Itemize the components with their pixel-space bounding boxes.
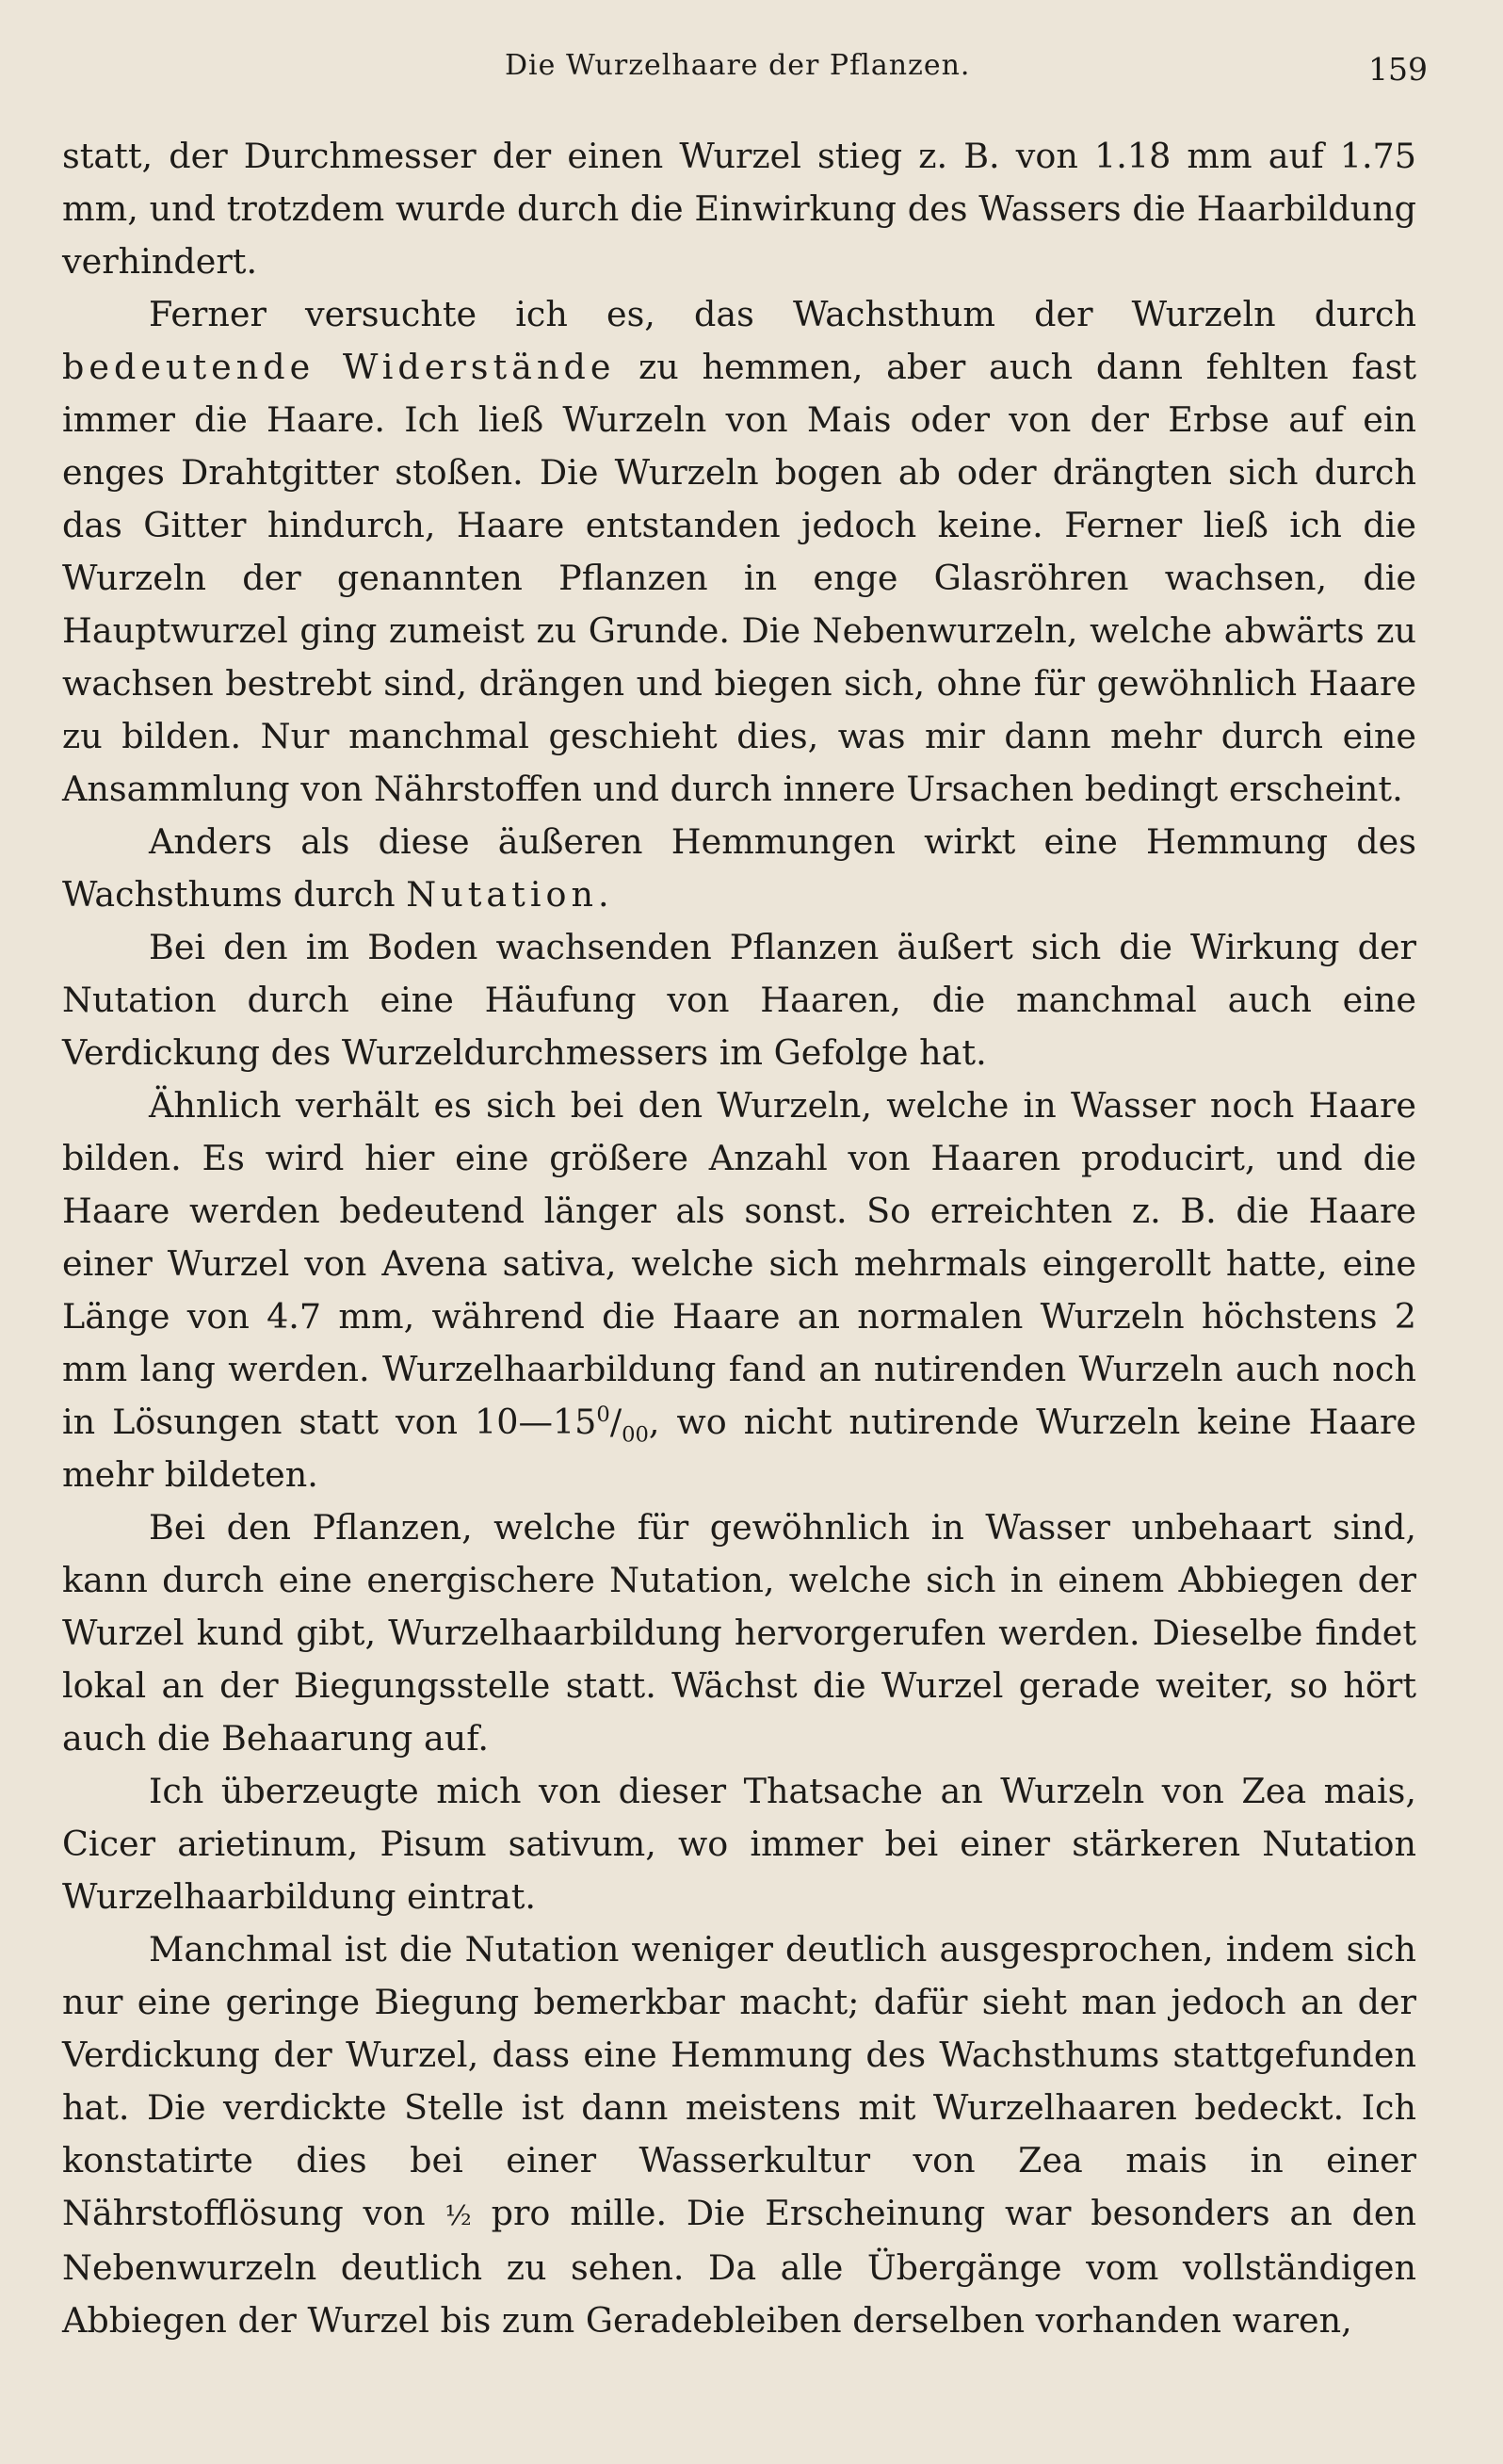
paragraph-5 bbox=[62, 1079, 1416, 1501]
paragraph-3-text-a: Anders als diese äußeren Hemmungen wirkt eine Hemmung des Wachsthums durch bbox=[62, 821, 1416, 915]
emphasis-spaced: bedeutende Widerstände bbox=[62, 347, 616, 387]
paragraph-8-text-a: Manchmal ist die Nutation weniger deutlich ausgesprochen, indem sich nur eine geringe Biegung bemerkbar macht; dafür sieht man jedoch an der Verdickung der Wurzel, dass eine Hemmung des Wachsthums stattgefunden hat. Die verdickte Stelle ist dann meistens mit Wurzelhaaren bedeckt. Ich konstatirte dies bei einer Wasserkultur von Zea mais in einer Nährstofflösung von bbox=[62, 1929, 1416, 2233]
paragraph-5-text-b: , wo nicht nutirende Wurzeln keine Haare mehr bildeten. bbox=[62, 1402, 1417, 1495]
permille-slash: / bbox=[609, 1402, 622, 1442]
paragraph-2-text-a: Ferner versuchte ich es, das Wachsthum der Wurzeln durch bbox=[149, 294, 1416, 334]
paragraph-4: Bei den im Boden wachsenden Pflanzen äußert sich die Wirkung der Nutation durch eine Häufung von Haaren, die manchmal auch eine Verdickung des Wurzeldurchmessers im Gefolge hat. bbox=[62, 927, 1416, 1073]
running-title: Die Wurzelhaare der Pflanzen. bbox=[505, 49, 971, 82]
paragraph-3 bbox=[62, 816, 1416, 921]
body-text bbox=[62, 130, 1416, 2347]
paragraph-2-text-b: zu hemmen, aber auch dann fehlten fast immer die Haare. Ich ließ Wurzeln von Mais oder von der Erbse auf ein enges Drahtgitter stoßen. Die Wurzeln bogen ab oder drängten sich durch das Gitter hindurch, Haare entstanden jedoch keine. Ferner ließ ich die Wurzeln der genannten Pflanzen in enge Glasröhren wachsen, die Hauptwurzel ging zumeist zu Grunde. Die Nebenwurzeln, welche abwärts zu wachsen bestrebt sind, drängen und biegen sich, ohne für gewöhnlich Haare zu bilden. Nur manchmal geschieht dies, was mir dann mehr durch eine Ansammlung von Nährstoffen und durch innere Ursachen bedingt erscheint. bbox=[62, 347, 1416, 809]
paragraph-5-text-a: Ähnlich verhält es sich bei den Wurzeln, welche in Wasser noch Haare bilden. Es wird hier eine größere Anzahl von Haaren producirt, und die Haare werden bedeutend länger als sonst. So erreichten z. B. die Haare einer Wurzel von Avena sativa, welche sich mehrmals eingerollt hatte, eine Länge von 4.7 mm, während die Haare an normalen Wurzeln höchstens 2 mm lang werden. Wurzelhaarbildung fand an nutirenden Wurzeln auch noch in Lösungen statt von 10—15 bbox=[62, 1085, 1416, 1442]
permille-sub: 00 bbox=[622, 1422, 649, 1448]
paragraph-3-text-b: . bbox=[598, 874, 609, 915]
page-number: 159 bbox=[1368, 51, 1428, 88]
page-header bbox=[62, 49, 1428, 94]
paragraph-7: Ich überzeugte mich von dieser Thatsache an Wurzeln von Zea mais, Cicer arietinum, Pisum sativum, wo immer bei einer stärkeren Nutation Wurzelhaarbildung eintrat. bbox=[62, 1771, 1416, 1917]
paragraph-1: statt, der Durchmesser der einen Wurzel stieg z. B. von 1.18 mm auf 1.75 mm, und trotzdem wurde durch die Einwirkung des Wassers die Haarbildung verhindert. bbox=[62, 136, 1416, 282]
paragraph-8 bbox=[62, 1923, 1416, 2347]
permille-sup: 0 bbox=[596, 1402, 610, 1427]
paragraph-2 bbox=[62, 288, 1416, 816]
paragraph-6: Bei den Pflanzen, welche für gewöhnlich in Wasser unbehaart sind, kann durch eine energischere Nutation, welche sich in einem Abbiegen der Wurzel kund gibt, Wurzelhaarbildung hervorgerufen werden. Dieselbe findet lokal an der Biegungsstelle statt. Wächst die Wurzel gerade weiter, so hört auch die Behaarung auf. bbox=[62, 1507, 1416, 1759]
fraction-half: ½ bbox=[444, 2199, 472, 2231]
emphasis-spaced: Nutation bbox=[406, 874, 598, 915]
paragraph-8-text-b: pro mille. Die Erscheinung war besonders an den Nebenwurzeln deutlich zu sehen. Da alle Übergänge vom vollständigen Abbiegen der Wurzel bis zum Geradebleiben derselben vorhanden waren, bbox=[62, 2193, 1416, 2341]
